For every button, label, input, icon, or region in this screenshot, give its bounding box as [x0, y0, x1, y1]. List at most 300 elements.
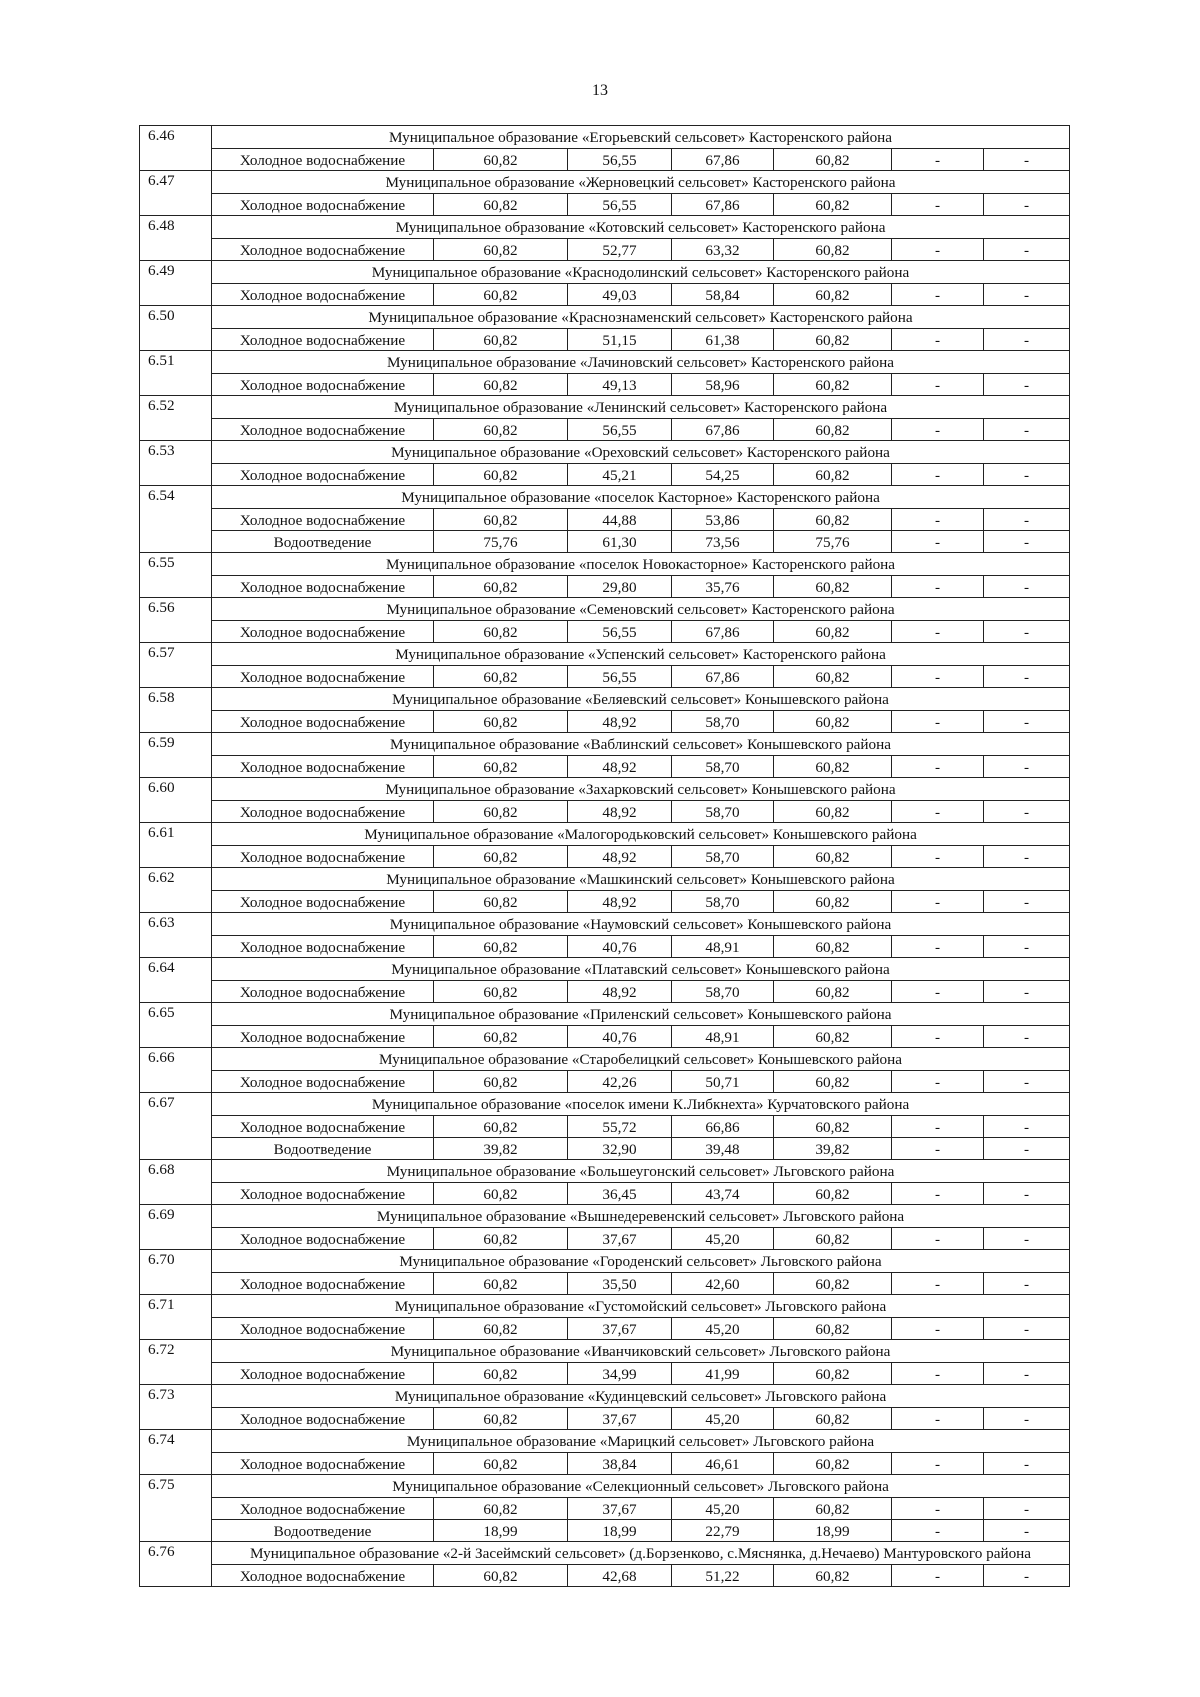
table-row: [140, 981, 1070, 1003]
section-title: Муниципальное образование «Старобелицкий сельсовет» Конышевского района: [212, 1048, 1070, 1071]
tariff-value-6: -: [984, 329, 1070, 351]
tariff-value-2: 56,55: [568, 194, 672, 216]
tariff-value-2: 56,55: [568, 149, 672, 171]
tariff-value-4: 60,82: [774, 1363, 892, 1385]
table-row: [140, 239, 1070, 261]
service-name: Холодное водоснабжение: [212, 1183, 434, 1205]
tariff-value-1: 60,82: [434, 284, 568, 306]
tariff-value-1: 60,82: [434, 239, 568, 261]
tariff-value-2: 37,67: [568, 1318, 672, 1340]
tariff-value-2: 34,99: [568, 1363, 672, 1385]
tariff-value-6: -: [984, 576, 1070, 598]
tariff-value-4: 60,82: [774, 149, 892, 171]
tariff-value-6: -: [984, 149, 1070, 171]
tariff-value-3: 45,20: [672, 1498, 774, 1520]
section-header-row: [140, 486, 1070, 509]
section-number: 6.54: [140, 486, 212, 553]
tariff-value-2: 48,92: [568, 891, 672, 913]
tariff-value-6: -: [984, 981, 1070, 1003]
section-header-row: [140, 1003, 1070, 1026]
section-number: 6.69: [140, 1205, 212, 1250]
table-row: [140, 891, 1070, 913]
tariff-value-1: 60,82: [434, 981, 568, 1003]
tariff-value-4: 39,82: [774, 1138, 892, 1160]
table-row: [140, 1138, 1070, 1160]
tariff-value-1: 60,82: [434, 1116, 568, 1138]
tariff-value-5: -: [892, 981, 984, 1003]
table-row: [140, 1228, 1070, 1250]
tariff-value-1: 60,82: [434, 936, 568, 958]
section-header-row: [140, 1093, 1070, 1116]
tariff-value-4: 60,82: [774, 284, 892, 306]
tariff-value-3: 45,20: [672, 1228, 774, 1250]
section-header-row: [140, 306, 1070, 329]
tariff-value-2: 52,77: [568, 239, 672, 261]
tariff-value-3: 54,25: [672, 464, 774, 486]
service-name: Холодное водоснабжение: [212, 374, 434, 396]
tariff-value-4: 60,82: [774, 981, 892, 1003]
section-title: Муниципальное образование «Вышнедеревенский сельсовет» Льговского района: [212, 1205, 1070, 1228]
tariff-value-4: 60,82: [774, 329, 892, 351]
tariff-value-5: -: [892, 711, 984, 733]
tariff-value-4: 60,82: [774, 1071, 892, 1093]
tariff-value-6: -: [984, 1116, 1070, 1138]
tariff-value-5: -: [892, 374, 984, 396]
table-row: [140, 666, 1070, 688]
tariff-value-5: -: [892, 509, 984, 531]
table-row: [140, 1453, 1070, 1475]
tariff-value-6: -: [984, 621, 1070, 643]
tariff-value-4: 60,82: [774, 1273, 892, 1295]
section-title: Муниципальное образование «Селекционный сельсовет» Льговского района: [212, 1475, 1070, 1498]
tariff-value-1: 60,82: [434, 891, 568, 913]
table-row: [140, 464, 1070, 486]
section-header-row: [140, 1542, 1070, 1565]
section-header-row: [140, 171, 1070, 194]
tariff-value-2: 29,80: [568, 576, 672, 598]
tariff-value-5: -: [892, 1071, 984, 1093]
table-row: [140, 1408, 1070, 1430]
section-title: Муниципальное образование «поселок Касторное» Касторенского района: [212, 486, 1070, 509]
service-name: Холодное водоснабжение: [212, 576, 434, 598]
tariff-value-1: 60,82: [434, 756, 568, 778]
section-number: 6.58: [140, 688, 212, 733]
section-number: 6.68: [140, 1160, 212, 1205]
service-name: Холодное водоснабжение: [212, 149, 434, 171]
table-row: [140, 374, 1070, 396]
section-number: 6.75: [140, 1475, 212, 1542]
tariff-value-2: 37,67: [568, 1408, 672, 1430]
tariff-value-3: 39,48: [672, 1138, 774, 1160]
tariff-value-6: -: [984, 801, 1070, 823]
table-row: [140, 1116, 1070, 1138]
section-number: 6.55: [140, 553, 212, 598]
tariff-value-4: 60,82: [774, 1453, 892, 1475]
tariff-value-1: 60,82: [434, 1565, 568, 1587]
section-number: 6.60: [140, 778, 212, 823]
tariff-value-3: 58,70: [672, 801, 774, 823]
service-name: Холодное водоснабжение: [212, 1116, 434, 1138]
tariff-value-5: -: [892, 1138, 984, 1160]
table-row: [140, 1520, 1070, 1542]
table-row: [140, 1183, 1070, 1205]
section-number: 6.74: [140, 1430, 212, 1475]
section-number: 6.72: [140, 1340, 212, 1385]
section-header-row: [140, 913, 1070, 936]
tariff-value-6: -: [984, 1565, 1070, 1587]
tariff-value-3: 58,70: [672, 711, 774, 733]
service-name: Холодное водоснабжение: [212, 1453, 434, 1475]
service-name: Холодное водоснабжение: [212, 1318, 434, 1340]
tariff-value-2: 45,21: [568, 464, 672, 486]
tariff-value-5: -: [892, 846, 984, 868]
section-number: 6.67: [140, 1093, 212, 1160]
section-title: Муниципальное образование «Беляевский сельсовет» Конышевского района: [212, 688, 1070, 711]
tariff-value-5: -: [892, 329, 984, 351]
service-name: Холодное водоснабжение: [212, 419, 434, 441]
section-number: 6.50: [140, 306, 212, 351]
tariff-value-4: 60,82: [774, 756, 892, 778]
tariff-value-6: -: [984, 509, 1070, 531]
tariff-value-6: -: [984, 531, 1070, 553]
tariff-value-5: -: [892, 464, 984, 486]
tariff-value-6: -: [984, 1138, 1070, 1160]
tariff-value-6: -: [984, 374, 1070, 396]
tariff-value-2: 42,26: [568, 1071, 672, 1093]
service-name: Холодное водоснабжение: [212, 239, 434, 261]
tariff-value-6: -: [984, 419, 1070, 441]
section-header-row: [140, 1205, 1070, 1228]
tariff-value-6: -: [984, 1498, 1070, 1520]
section-title: Муниципальное образование «Лачиновский сельсовет» Касторенского района: [212, 351, 1070, 374]
table-row: [140, 801, 1070, 823]
section-title: Муниципальное образование «Успенский сельсовет» Касторенского района: [212, 643, 1070, 666]
section-title: Муниципальное образование «Кудинцевский сельсовет» Льговского района: [212, 1385, 1070, 1408]
tariff-table: [139, 125, 1070, 1587]
section-number: 6.56: [140, 598, 212, 643]
section-header-row: [140, 1340, 1070, 1363]
tariff-value-5: -: [892, 1363, 984, 1385]
section-number: 6.53: [140, 441, 212, 486]
tariff-value-2: 36,45: [568, 1183, 672, 1205]
tariff-value-6: -: [984, 1071, 1070, 1093]
table-row: [140, 1273, 1070, 1295]
section-header-row: [140, 823, 1070, 846]
tariff-value-5: -: [892, 1453, 984, 1475]
tariff-value-3: 67,86: [672, 419, 774, 441]
service-name: Холодное водоснабжение: [212, 509, 434, 531]
tariff-value-1: 60,82: [434, 509, 568, 531]
tariff-value-6: -: [984, 1453, 1070, 1475]
tariff-value-3: 67,86: [672, 194, 774, 216]
table-row: [140, 576, 1070, 598]
tariff-value-2: 37,67: [568, 1228, 672, 1250]
section-number: 6.62: [140, 868, 212, 913]
section-header-row: [140, 733, 1070, 756]
tariff-value-4: 60,82: [774, 891, 892, 913]
tariff-value-3: 73,56: [672, 531, 774, 553]
section-header-row: [140, 643, 1070, 666]
section-title: Муниципальное образование «Городенский сельсовет» Льговского района: [212, 1250, 1070, 1273]
tariff-value-1: 60,82: [434, 1318, 568, 1340]
service-name: Холодное водоснабжение: [212, 284, 434, 306]
tariff-value-1: 60,82: [434, 711, 568, 733]
tariff-value-4: 60,82: [774, 1318, 892, 1340]
section-title: Муниципальное образование «Малогородьковский сельсовет» Конышевского района: [212, 823, 1070, 846]
table-row: [140, 621, 1070, 643]
section-number: 6.63: [140, 913, 212, 958]
section-number: 6.49: [140, 261, 212, 306]
tariff-value-1: 60,82: [434, 1026, 568, 1048]
tariff-value-4: 75,76: [774, 531, 892, 553]
tariff-value-5: -: [892, 194, 984, 216]
tariff-value-6: -: [984, 1228, 1070, 1250]
tariff-value-2: 49,03: [568, 284, 672, 306]
tariff-value-2: 49,13: [568, 374, 672, 396]
service-name: Холодное водоснабжение: [212, 194, 434, 216]
tariff-value-1: 60,82: [434, 374, 568, 396]
tariff-value-2: 38,84: [568, 1453, 672, 1475]
section-header-row: [140, 1295, 1070, 1318]
tariff-value-5: -: [892, 1026, 984, 1048]
service-name: Холодное водоснабжение: [212, 1273, 434, 1295]
section-title: Муниципальное образование «Семеновский сельсовет» Касторенского района: [212, 598, 1070, 621]
section-number: 6.65: [140, 1003, 212, 1048]
tariff-value-2: 37,67: [568, 1498, 672, 1520]
tariff-value-4: 18,99: [774, 1520, 892, 1542]
section-number: 6.71: [140, 1295, 212, 1340]
page-number: 13: [592, 82, 608, 99]
tariff-value-3: 67,86: [672, 666, 774, 688]
service-name: Водоотведение: [212, 1138, 434, 1160]
tariff-value-2: 35,50: [568, 1273, 672, 1295]
section-title: Муниципальное образование «Краснодолинский сельсовет» Касторенского района: [212, 261, 1070, 284]
section-header-row: [140, 351, 1070, 374]
section-number: 6.46: [140, 126, 212, 171]
section-header-row: [140, 396, 1070, 419]
tariff-value-5: -: [892, 1228, 984, 1250]
tariff-value-3: 58,96: [672, 374, 774, 396]
section-header-row: [140, 1475, 1070, 1498]
tariff-value-6: -: [984, 1273, 1070, 1295]
tariff-value-4: 60,82: [774, 1228, 892, 1250]
tariff-value-4: 60,82: [774, 846, 892, 868]
tariff-value-6: -: [984, 284, 1070, 306]
tariff-value-4: 60,82: [774, 576, 892, 598]
tariff-value-6: -: [984, 1363, 1070, 1385]
tariff-value-5: -: [892, 1318, 984, 1340]
tariff-value-5: -: [892, 239, 984, 261]
tariff-value-6: -: [984, 194, 1070, 216]
tariff-value-3: 22,79: [672, 1520, 774, 1542]
section-number: 6.57: [140, 643, 212, 688]
tariff-value-6: -: [984, 666, 1070, 688]
tariff-value-1: 60,82: [434, 846, 568, 868]
tariff-value-2: 32,90: [568, 1138, 672, 1160]
tariff-value-5: -: [892, 1273, 984, 1295]
table-row: [140, 1363, 1070, 1385]
tariff-value-5: -: [892, 1183, 984, 1205]
service-name: Холодное водоснабжение: [212, 756, 434, 778]
tariff-value-3: 58,70: [672, 981, 774, 1003]
tariff-value-4: 60,82: [774, 621, 892, 643]
tariff-value-3: 58,70: [672, 756, 774, 778]
section-header-row: [140, 261, 1070, 284]
section-title: Муниципальное образование «2-й Засеймский сельсовет» (д.Борзенково, с.Мяснянка, д.Нечаево) Мантуровского района: [212, 1542, 1070, 1565]
tariff-value-6: -: [984, 1520, 1070, 1542]
section-header-row: [140, 441, 1070, 464]
section-number: 6.47: [140, 171, 212, 216]
section-header-row: [140, 688, 1070, 711]
section-header-row: [140, 1385, 1070, 1408]
tariff-value-1: 60,82: [434, 1363, 568, 1385]
tariff-value-2: 48,92: [568, 846, 672, 868]
tariff-value-3: 63,32: [672, 239, 774, 261]
tariff-value-3: 46,61: [672, 1453, 774, 1475]
section-number: 6.76: [140, 1542, 212, 1587]
section-title: Муниципальное образование «поселок имени К.Либкнехта» Курчатовского района: [212, 1093, 1070, 1116]
tariff-value-6: -: [984, 464, 1070, 486]
tariff-value-3: 51,22: [672, 1565, 774, 1587]
tariff-value-6: -: [984, 846, 1070, 868]
service-name: Водоотведение: [212, 1520, 434, 1542]
table-row: [140, 1498, 1070, 1520]
section-number: 6.59: [140, 733, 212, 778]
tariff-value-2: 18,99: [568, 1520, 672, 1542]
tariff-value-1: 39,82: [434, 1138, 568, 1160]
section-header-row: [140, 1250, 1070, 1273]
tariff-value-2: 48,92: [568, 801, 672, 823]
tariff-value-6: -: [984, 756, 1070, 778]
table-row: [140, 1565, 1070, 1587]
service-name: Холодное водоснабжение: [212, 666, 434, 688]
section-title: Муниципальное образование «Краснознаменский сельсовет» Касторенского района: [212, 306, 1070, 329]
section-number: 6.70: [140, 1250, 212, 1295]
tariff-value-3: 53,86: [672, 509, 774, 531]
table-row: [140, 846, 1070, 868]
tariff-value-2: 55,72: [568, 1116, 672, 1138]
section-header-row: [140, 1160, 1070, 1183]
tariff-value-1: 60,82: [434, 329, 568, 351]
section-number: 6.66: [140, 1048, 212, 1093]
section-header-row: [140, 553, 1070, 576]
tariff-value-3: 48,91: [672, 1026, 774, 1048]
section-header-row: [140, 958, 1070, 981]
tariff-value-5: -: [892, 1520, 984, 1542]
tariff-value-4: 60,82: [774, 509, 892, 531]
section-number: 6.61: [140, 823, 212, 868]
tariff-value-3: 45,20: [672, 1318, 774, 1340]
tariff-value-2: 56,55: [568, 621, 672, 643]
section-title: Муниципальное образование «Егорьевский сельсовет» Касторенского района: [212, 126, 1070, 149]
tariff-value-5: -: [892, 531, 984, 553]
tariff-value-1: 60,82: [434, 1498, 568, 1520]
table-row: [140, 194, 1070, 216]
tariff-value-1: 60,82: [434, 149, 568, 171]
tariff-value-6: -: [984, 239, 1070, 261]
service-name: Холодное водоснабжение: [212, 801, 434, 823]
service-name: Холодное водоснабжение: [212, 711, 434, 733]
tariff-value-5: -: [892, 419, 984, 441]
section-title: Муниципальное образование «Марицкий сельсовет» Льговского района: [212, 1430, 1070, 1453]
service-name: Холодное водоснабжение: [212, 621, 434, 643]
service-name: Холодное водоснабжение: [212, 1363, 434, 1385]
section-header-row: [140, 1048, 1070, 1071]
service-name: Холодное водоснабжение: [212, 936, 434, 958]
service-name: Холодное водоснабжение: [212, 1026, 434, 1048]
tariff-value-3: 45,20: [672, 1408, 774, 1430]
table-row: [140, 1071, 1070, 1093]
section-title: Муниципальное образование «Машкинский сельсовет» Конышевского района: [212, 868, 1070, 891]
section-title: Муниципальное образование «поселок Новокасторное» Касторенского района: [212, 553, 1070, 576]
section-title: Муниципальное образование «Захарковский сельсовет» Конышевского района: [212, 778, 1070, 801]
tariff-value-3: 58,70: [672, 846, 774, 868]
tariff-value-5: -: [892, 756, 984, 778]
tariff-value-5: -: [892, 801, 984, 823]
table-row: [140, 1318, 1070, 1340]
section-title: Муниципальное образование «Ореховский сельсовет» Касторенского района: [212, 441, 1070, 464]
tariff-value-4: 60,82: [774, 464, 892, 486]
tariff-value-3: 67,86: [672, 149, 774, 171]
tariff-value-2: 56,55: [568, 419, 672, 441]
tariff-value-3: 58,70: [672, 891, 774, 913]
tariff-value-1: 60,82: [434, 1453, 568, 1475]
tariff-value-1: 60,82: [434, 801, 568, 823]
section-title: Муниципальное образование «Густомойский сельсовет» Льговского района: [212, 1295, 1070, 1318]
tariff-value-2: 40,76: [568, 1026, 672, 1048]
tariff-value-3: 48,91: [672, 936, 774, 958]
tariff-value-2: 61,30: [568, 531, 672, 553]
service-name: Холодное водоснабжение: [212, 1498, 434, 1520]
tariff-value-1: 60,82: [434, 464, 568, 486]
tariff-value-5: -: [892, 1408, 984, 1430]
table-row: [140, 531, 1070, 553]
table-row: [140, 419, 1070, 441]
section-number: 6.51: [140, 351, 212, 396]
tariff-value-4: 60,82: [774, 239, 892, 261]
section-number: 6.73: [140, 1385, 212, 1430]
tariff-value-4: 60,82: [774, 666, 892, 688]
service-name: Холодное водоснабжение: [212, 1071, 434, 1093]
tariff-value-1: 60,82: [434, 576, 568, 598]
tariff-value-4: 60,82: [774, 1408, 892, 1430]
tariff-table-body: [140, 126, 1070, 1587]
service-name: Холодное водоснабжение: [212, 846, 434, 868]
section-header-row: [140, 216, 1070, 239]
tariff-value-5: -: [892, 621, 984, 643]
tariff-value-2: 48,92: [568, 711, 672, 733]
section-title: Муниципальное образование «Приленский сельсовет» Конышевского района: [212, 1003, 1070, 1026]
tariff-value-3: 58,84: [672, 284, 774, 306]
tariff-value-6: -: [984, 1318, 1070, 1340]
tariff-value-1: 60,82: [434, 194, 568, 216]
tariff-value-1: 75,76: [434, 531, 568, 553]
tariff-value-5: -: [892, 666, 984, 688]
service-name: Холодное водоснабжение: [212, 1408, 434, 1430]
tariff-value-3: 61,38: [672, 329, 774, 351]
tariff-value-1: 60,82: [434, 621, 568, 643]
tariff-value-1: 60,82: [434, 1228, 568, 1250]
tariff-value-5: -: [892, 891, 984, 913]
tariff-value-4: 60,82: [774, 1116, 892, 1138]
table-row: [140, 329, 1070, 351]
section-header-row: [140, 1430, 1070, 1453]
tariff-value-5: -: [892, 1565, 984, 1587]
tariff-value-4: 60,82: [774, 711, 892, 733]
tariff-value-1: 60,82: [434, 1273, 568, 1295]
tariff-value-6: -: [984, 1183, 1070, 1205]
tariff-value-6: -: [984, 936, 1070, 958]
